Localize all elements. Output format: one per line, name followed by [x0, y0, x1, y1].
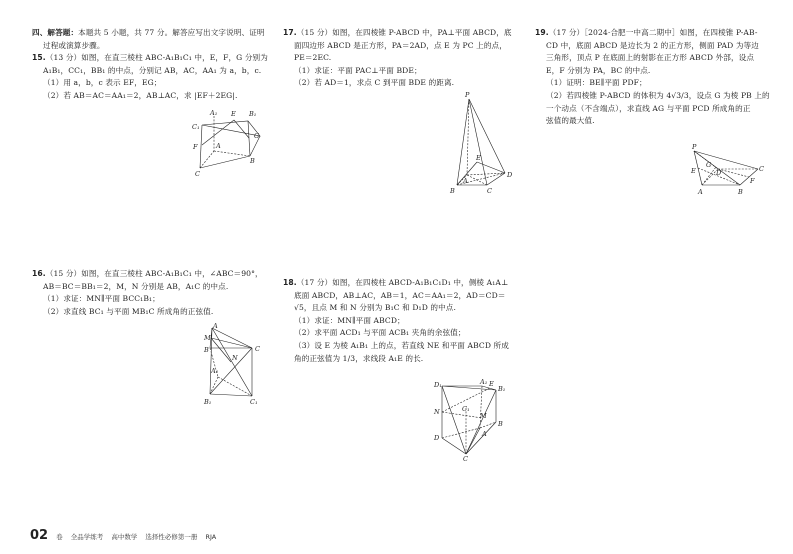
fig19-label-f: F: [750, 177, 755, 185]
q18-line-4: （1）求证：MN∥平面 ABCD；: [294, 315, 405, 325]
footer-edition: RJA: [205, 533, 217, 541]
q19-line-7: 一个动点（不含端点），求直线 AG 与平面 PCD 所成角的正: [546, 103, 751, 113]
q18-line-6: （3）设 E 为棱 A₁B₁ 上的点，若直线 NE 和平面 ABCD 所成: [294, 340, 509, 350]
q15-line-2: A₁B₁，CC₁，BB₁ 的中点，分别记 AB，AC，AA₁ 为 a，b，c.: [43, 65, 262, 75]
q15-line-4: （2）若 AB＝AC＝AA₁＝2，AB⊥AC，求 |EF＋2EG|.: [43, 90, 238, 100]
fig17-label-e: E: [476, 154, 481, 162]
fig19-label-g: G: [706, 161, 712, 169]
fig15-label-a1: A₁: [210, 109, 218, 117]
q15-line-3: （1）用 a，b，c 表示 EF，EG；: [43, 78, 162, 88]
fig15-label-a: A: [216, 142, 221, 150]
fig18-label-a: A: [482, 430, 487, 438]
fig19-label-b: B: [738, 188, 743, 196]
fig16-label-n: N: [232, 354, 238, 362]
question-17-block: [283, 27, 512, 90]
q17-line-1: （15 分）如图，在四棱锥 P-ABCD 中，PA⊥平面 ABCD，底: [296, 28, 512, 37]
q19-line-5: （1）证明：BE∥平面 PDF；: [546, 78, 647, 88]
fig18-label-m: M: [480, 412, 487, 420]
footer-subject: 高中数学: [111, 533, 138, 541]
fig16-label-m: M: [204, 334, 211, 342]
q18-line-3: √5，且点 M 和 N 分别为 B₁C 和 D₁D 的中点.: [294, 303, 456, 313]
figure-19-pyramid: [688, 145, 768, 200]
footer-volume: 选择性必修第一册: [145, 533, 198, 541]
fig15-label-f: F: [193, 143, 198, 151]
fig16-label-a: A: [213, 322, 218, 330]
fig16-label-a1: A₁: [211, 367, 219, 375]
fig18-label-d: D: [434, 434, 440, 442]
q19-line-4: E，F 分别为 PA，BC 的中点.: [546, 65, 651, 75]
fig16-label-b1: B₁: [204, 398, 212, 406]
q19-line-1: （17 分）［2024·合肥一中高二期中］如图，在四棱锥 P-AB-: [548, 28, 758, 37]
fig18-label-e: E: [489, 380, 494, 388]
q16-line-3: （1）求证：MN∥平面 BCC₁B₁；: [43, 294, 160, 304]
fig15-label-c1: C₁: [192, 123, 200, 131]
fig17-label-p: P: [465, 91, 470, 99]
fig18-label-n: N: [434, 408, 440, 416]
q17-number: 17.: [283, 28, 297, 37]
fig18-label-c: C: [463, 455, 468, 463]
q18-line-1: （17 分）如图，在四棱柱 ABCD-A₁B₁C₁D₁ 中，侧棱 A₁A⊥: [296, 278, 509, 287]
q16-line-2: AB＝BC＝BB₁＝2，M，N 分别是 AB，A₁C 的中点.: [43, 281, 229, 291]
page-footer: [30, 528, 222, 543]
fig18-label-d1: D₁: [434, 381, 442, 389]
q17-line-5: （2）若 AD＝1，求点 C 到平面 BDE 的距离.: [294, 78, 455, 88]
q15-line-1: （13 分）如图，在直三棱柱 ABC-A₁B₁C₁ 中，E，F，G 分别为: [45, 53, 268, 63]
fig16-label-c: C: [255, 345, 260, 353]
fig19-label-p: P: [692, 143, 697, 151]
figure-18-prism: [432, 378, 517, 463]
fig15-label-b1: B₁: [249, 110, 257, 118]
section-intro-1: 本题共 5 小题，共 77 分。解答应写出文字说明、证明: [78, 28, 265, 37]
q17-line-3: PE＝2EC.: [294, 53, 332, 63]
question-19-block: [535, 27, 770, 128]
fig15-label-c: C: [195, 170, 200, 178]
section-intro-2: 过程或演算步骤。: [43, 40, 105, 50]
q18-line-7: 角的正弦值为 1/3，求线段 A₁E 的长.: [294, 353, 424, 363]
section-title: 四、解答题：: [32, 28, 79, 37]
fig17-label-a: A: [463, 177, 468, 185]
question-15-block: [32, 27, 268, 103]
figure-16-prism: [200, 322, 270, 407]
q16-line-1: （15 分）如图，在直三棱柱 ABC-A₁B₁C₁ 中，∠ABC＝90°，: [45, 269, 263, 278]
q15-number: 15.: [32, 53, 46, 63]
fig16-label-c1: C₁: [250, 398, 258, 406]
q17-line-4: （1）求证：平面 PAC⊥平面 BDE；: [294, 65, 422, 75]
page-number: 02: [30, 528, 49, 543]
q18-line-2: 底面 ABCD，AB⊥AC，AB＝1，AC＝AA₁＝2，AD＝CD＝: [294, 290, 506, 300]
fig17-label-d: D: [507, 171, 513, 179]
fig17-label-c: C: [487, 187, 492, 195]
q18-line-5: （2）求平面 ACD₁ 与平面 ACB₁ 夹角的余弦值；: [294, 328, 466, 338]
q19-line-2: CD 中，底面 ABCD 是边长为 2 的正方形，侧面 PAD 为等边: [546, 40, 759, 50]
footer-brand: 全品学练考: [70, 533, 104, 541]
q18-number: 18.: [283, 278, 297, 287]
question-18-block: [283, 277, 509, 365]
q16-number: 16.: [32, 269, 46, 278]
fig19-label-e: E: [691, 167, 696, 175]
figure-17-pyramid: [447, 93, 517, 198]
fig18-label-b: B: [498, 420, 503, 428]
q19-line-6: （2）若四棱锥 P-ABCD 的体积为 4√3/3，设点 G 为棱 PB 上的: [546, 90, 770, 100]
fig16-label-b: B: [204, 346, 209, 354]
question-16-block: [32, 268, 263, 318]
fig19-label-d: D: [716, 169, 722, 177]
fig18-label-b1: B₁: [498, 385, 506, 393]
q19-line-3: 三角形，顶点 P 在底面上的射影在正方形 ABCD 外部，设点: [546, 53, 755, 63]
fig17-label-b: B: [450, 187, 455, 195]
q19-number: 19.: [535, 28, 549, 37]
fig19-label-a: A: [698, 188, 703, 196]
fig15-label-e: E: [231, 110, 236, 118]
fig18-label-c1: C₁: [462, 405, 470, 413]
q17-line-2: 面四边形 ABCD 是正方形，PA＝2AD，点 E 为 PC 上的点，: [294, 40, 507, 50]
fig15-label-b: B: [250, 157, 255, 165]
q16-line-4: （2）求直线 BC₁ 与平面 MB₁C 所成角的正弦值.: [43, 306, 214, 316]
q19-line-8: 弦值的最大值.: [546, 116, 595, 126]
fig18-label-a1: A₁: [480, 378, 488, 386]
fig15-label-g: G: [254, 132, 260, 140]
fig19-label-c: C: [759, 165, 764, 173]
figure-15-prism: [190, 108, 270, 178]
footer-mark: 卷: [56, 533, 63, 541]
